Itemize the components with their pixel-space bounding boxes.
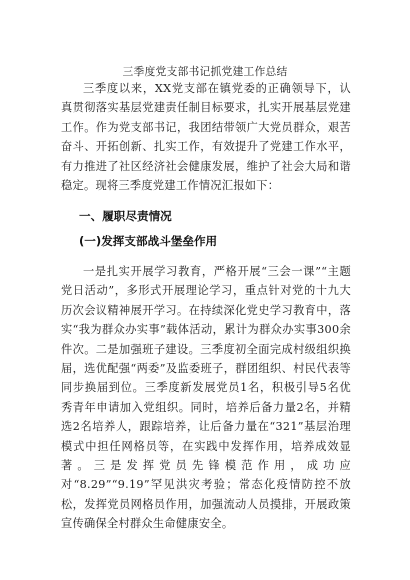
intro-paragraph: 三季度以来，XX党支部在镇党委的正确领导下，认真贯彻落实基层党建责任制目标要求，扎实开展基层党建工作。作为党支部书记，我团结带领广大党员群众，艰苦奋斗、开拓创新、扎实工作，有效提升了党建工作水平，有力推进了社区经济社会健康发展，维护了社会大局和谐稳定。现将三季度党建工作情况汇报如下：	[61, 82, 351, 193]
body-paragraph: 一是扎实开展学习教育，严格开展“三会一课”“主题党日活动”，多形式开展理论学习，重点针对党的十九大历次会议精神展开学习。在持续深化党史学习教育中，落实“我为群众办实事”载体活动，累计为群众办实事300余件次。二是加强班子建设。三季度初全面完成村级组织换届，选优配强“两委”及监委班子，群团组织、村民代表等同步换届到位。三季度新发展党员1名，积极引导5名优秀青年申请加入党组织。同时，培养后备力量2名，并精选2名培养人，跟踪培养，让后备力量在“321”基层治理模式中担任网格员等，在实践中发挥作用，培养成效显著。三是发挥党员先锋模范作用，成功应对“8.29”“9.19”罕见洪灾考验；常态化疫情防控不放松，发挥党员网格员作用，加强流动人员摸排，开展政策宣传确保全村群众生命健康安全。	[61, 265, 351, 531]
subsection-heading: (一)发挥支部战斗堡垒作用	[79, 234, 218, 248]
section-heading: 一、履职尽责情况	[79, 209, 172, 223]
document-title: 三季度党支部书记抓党建工作总结	[122, 65, 288, 78]
